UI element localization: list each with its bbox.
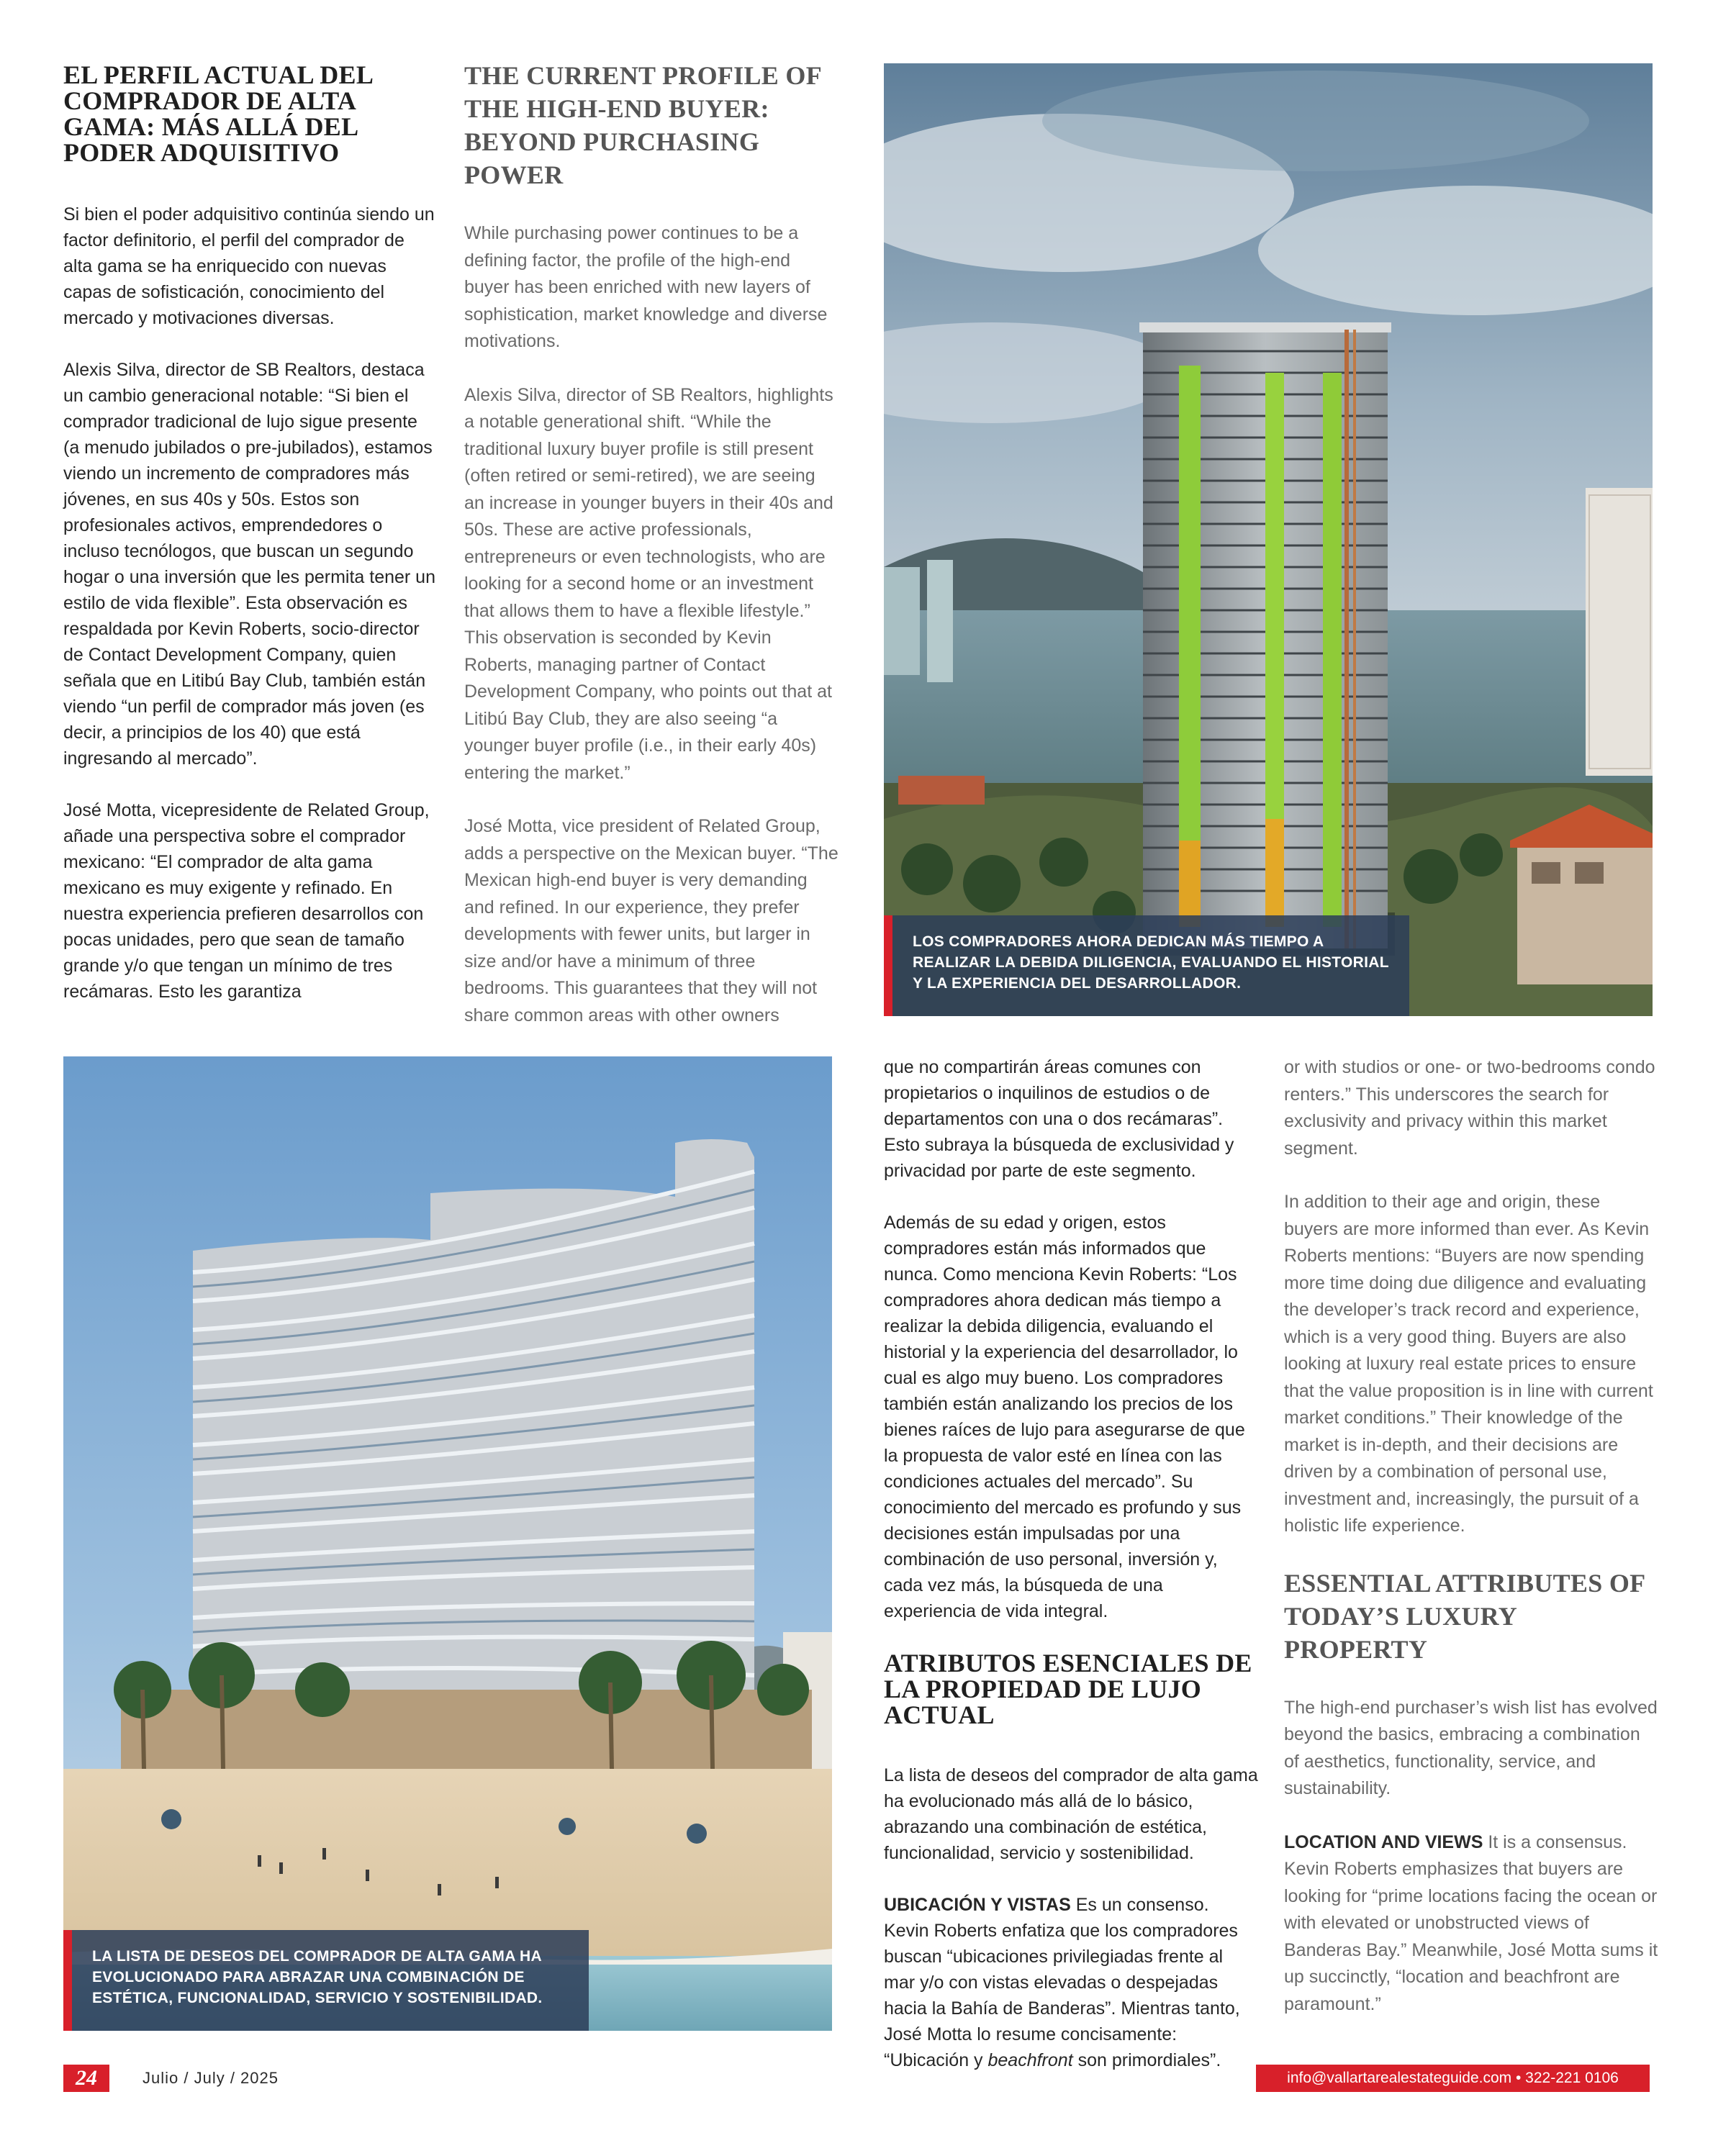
column-spanish-bottom	[884, 1054, 1258, 2099]
body-text: son primordiales”.	[1072, 2050, 1221, 2070]
body-text: It is a consensus. Kevin Roberts emphasizes that buyers are looking for “prime locations facing the ocean or with elevated or unobstructed views of Banderas Bay.” Meanwhile, José Motta sums it up succinctly, “location and beachfront are paramount.”	[1284, 1831, 1658, 2014]
body-text: Es un consenso. Kevin Roberts enfatiza que los compradores buscan “ubicaciones privilegiadas frente al mar y/o con vistas elevadas o despejadas hacia la Bahía de Banderas”. Mientras tanto, José Motta lo resume concisamente: “Ubicación y	[884, 1895, 1240, 2070]
page-number: 24	[63, 2065, 109, 2092]
contact-bar[interactable]: info@vallartarealestateguide.com • 322-221 0106	[1256, 2065, 1650, 2092]
paragraph: While purchasing power continues to be a defining factor, the profile of the high-end buyer has been enriched with new layers of sophistication, market knowledge and diverse motivations.	[464, 223, 828, 351]
emphasis-text: beachfront	[987, 2050, 1073, 2070]
lead-in: UBICACIÓN Y VISTAS	[884, 1895, 1071, 1915]
photo-beachfront-tower-image	[63, 1056, 832, 2031]
photo-construction-caption	[884, 915, 1409, 1016]
paragraph: Alexis Silva, director de SB Realtors, destaca un cambio generacional notable: “Si bien el comprador tradicional de lujo sigue presente (a menudo jubilados o pre-jubilados), estamos viendo un incremento de compradores más jóvenes, en sus 40s y 50s. Estos son profesionales activos, emprendedores o incluso tecnólogos, que buscan un segundo hogar o una inversión que les permita tener un estilo de vida flexible”. Esta observación es respaldada por Kevin Roberts, socio-director de Contact Development Company, quien señala que en Litibú Bay Club, también están viendo “un perfil de comprador más joven (es decir, a principios de los 40) que está ingresando al mercado”.	[63, 360, 435, 769]
photo-beachfront-caption	[63, 1930, 589, 2031]
photo-construction-tower	[884, 63, 1653, 1016]
issue-date: Julio / July / 2025	[143, 2069, 279, 2087]
paragraph: que no compartirán áreas comunes con propietarios o inquilinos de estudios o de departamentos con una o dos recámaras”. Esto subraya la búsqueda de exclusividad y privacidad por parte de este segmento.	[884, 1057, 1234, 1181]
paragraph-location-views	[884, 1892, 1258, 2073]
column-spanish-top	[63, 62, 438, 1031]
heading-english-attributes: ESSENTIAL ATTRIBUTES OF TODAY’S LUXURY PROPERTY	[1284, 1568, 1645, 1664]
caption-text: LA LISTA DE DESEOS DEL COMPRADOR DE ALTA GAMA HA EVOLUCIONADO PARA ABRAZAR UNA COMBINACIÓN DE ESTÉTICA, FUNCIONALIDAD, SERVICIO Y SOSTENIBILIDAD.	[92, 1948, 543, 2006]
heading-spanish-profile: EL PERFIL ACTUAL DEL COMPRADOR DE ALTA GAMA: MÁS ALLÁ DEL PODER ADQUISITIVO	[63, 60, 373, 167]
column-english-bottom	[1284, 1054, 1658, 2044]
heading-spanish-attributes: ATRIBUTOS ESENCIALES DE LA PROPIEDAD DE LUJO ACTUAL	[884, 1649, 1252, 1729]
paragraph: Además de su edad y origen, estos compradores están más informados que nunca. Como menciona Kevin Roberts: “Los compradores ahora dedican más tiempo a realizar la debida diligencia, evaluando el historial y la experiencia del desarrollador, lo cual es algo muy bueno. Los compradores también están analizando los precios de los bienes raíces de lujo para asegurarse de que la propuesta de valor esté en línea con las condiciones actuales del mercado”. Su conocimiento del mercado es profundo y sus decisiones están impulsadas por una combinación de uso personal, inversión y, cada vez más, la búsqueda de una experiencia de vida integral.	[884, 1213, 1245, 1621]
paragraph: José Motta, vicepresidente de Related Group, añade una perspectiva sobre el comprador mexicano: “El comprador de alta gama mexicano es muy exigente y refinado. En nuestra experiencia prefieren desarrollos con pocas unidades, pero que sean de tamaño grande y/o que tengan un mínimo de tres recámaras. Esto les garantiza	[63, 800, 430, 1002]
caption-text: LOS COMPRADORES AHORA DEDICAN MÁS TIEMPO A REALIZAR LA DEBIDA DILIGENCIA, EVALUANDO EL HISTORIAL Y LA EXPERIENCIA DEL DESARROLLADOR.	[913, 933, 1389, 992]
paragraph: In addition to their age and origin, these buyers are more informed than ever. As Kevin Roberts mentions: “Buyers are now spending more time doing due diligence and evaluating the developer’s track record and experience, which is a very good thing. Buyers are also looking at luxury real estate prices to ensure that the value proposition is in line with current market conditions.” Their knowledge of the market is in-depth, and their decisions are driven by a combination of personal use, investment and, increasingly, the pursuit of a holistic life experience.	[1284, 1192, 1653, 1536]
heading-english-profile: THE CURRENT PROFILE OF THE HIGH-END BUYER: BEYOND PURCHASING POWER	[464, 61, 821, 189]
paragraph: or with studios or one- or two-bedrooms condo renters.” This underscores the search for exclusivity and privacy within this market segment.	[1284, 1057, 1655, 1159]
photo-construction-tower-image	[884, 63, 1653, 1016]
paragraph-location-views	[1284, 1829, 1658, 2019]
column-english-top	[464, 59, 839, 1056]
paragraph: La lista de deseos del comprador de alta gama ha evolucionado más allá de lo básico, abrazando una combinación de estética, funcionalidad, servicio y sostenibilidad.	[884, 1765, 1258, 1863]
paragraph: José Motta, vice president of Related Group, adds a perspective on the Mexican buyer. “The Mexican high-end buyer is very demanding and refined. In our experience, they prefer developments with fewer units, but larger in size and/or have a minimum of three bedrooms. This guarantees that they will not share common areas with other owners	[464, 816, 839, 1025]
lead-in: LOCATION AND VIEWS	[1284, 1831, 1483, 1852]
photo-beachfront-tower	[63, 1056, 832, 2031]
caption-accent-bar	[884, 915, 892, 1016]
paragraph: The high-end purchaser’s wish list has evolved beyond the basics, embracing a combination of aesthetics, functionality, service, and sustainability.	[1284, 1697, 1658, 1798]
paragraph: Alexis Silva, director of SB Realtors, highlights a notable generational shift. “While the traditional luxury buyer profile is still present (often retired or semi-retired), we are seeing an increase in younger buyers in their 40s and 50s. These are active professionals, entrepreneurs or even technologists, who are looking for a second home or an investment that allows them to have a flexible lifestyle.” This observation is seconded by Kevin Roberts, managing partner of Contact Development Company, who points out that at Litibú Bay Club, they are also seeing “a younger buyer profile (i.e., in their early 40s) entering the market.”	[464, 384, 833, 783]
paragraph: Si bien el poder adquisitivo continúa siendo un factor definitorio, el perfil del comprador de alta gama se ha enriquecido con nuevas capas de sofisticación, conocimiento del mercado y motivaciones diversas.	[63, 204, 435, 328]
caption-accent-bar	[63, 1930, 72, 2031]
